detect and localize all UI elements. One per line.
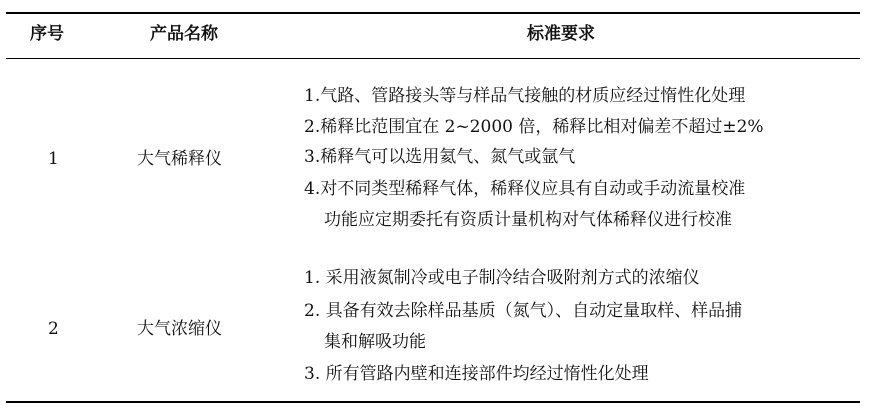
- requirement-line: 功能应定期委托有资质计量机构对气体稀释仪进行校准: [324, 210, 732, 230]
- requirement-line: 集和解吸功能: [324, 332, 426, 352]
- requirement-line: 3. 所有管路内壁和连接部件均经过惰性化处理: [304, 364, 649, 384]
- row-product-name: 大气稀释仪: [137, 149, 222, 169]
- header-product-name: 产品名称: [150, 24, 218, 44]
- requirement-line: 4.对不同类型稀释气体，稀释仪应具有自动或手动流量校准: [304, 179, 746, 199]
- row-seq: 1: [48, 149, 59, 169]
- table-header-rule: [6, 58, 860, 59]
- requirement-line: 3.稀释气可以选用氦气、氮气或氩气: [304, 147, 576, 167]
- requirement-line: 2. 具备有效去除样品基质（氮气）、自动定量取样、样品捕: [304, 301, 743, 321]
- requirement-line: 2.稀释比范围宜在 2~2000 倍，稀释比相对偏差不超过±2%: [304, 117, 764, 137]
- row-seq: 2: [48, 319, 59, 339]
- table-top-rule: [6, 12, 860, 14]
- table-bottom-rule: [6, 401, 860, 403]
- header-requirements: 标准要求: [527, 24, 595, 44]
- header-seq: 序号: [30, 24, 64, 44]
- requirement-line: 1. 采用液氮制冷或电子制冷结合吸附剂方式的浓缩仪: [304, 268, 700, 288]
- requirement-line: 1.气路、管路接头等与样品气接触的材质应经过惰性化处理: [304, 86, 746, 106]
- row-product-name: 大气浓缩仪: [137, 319, 222, 339]
